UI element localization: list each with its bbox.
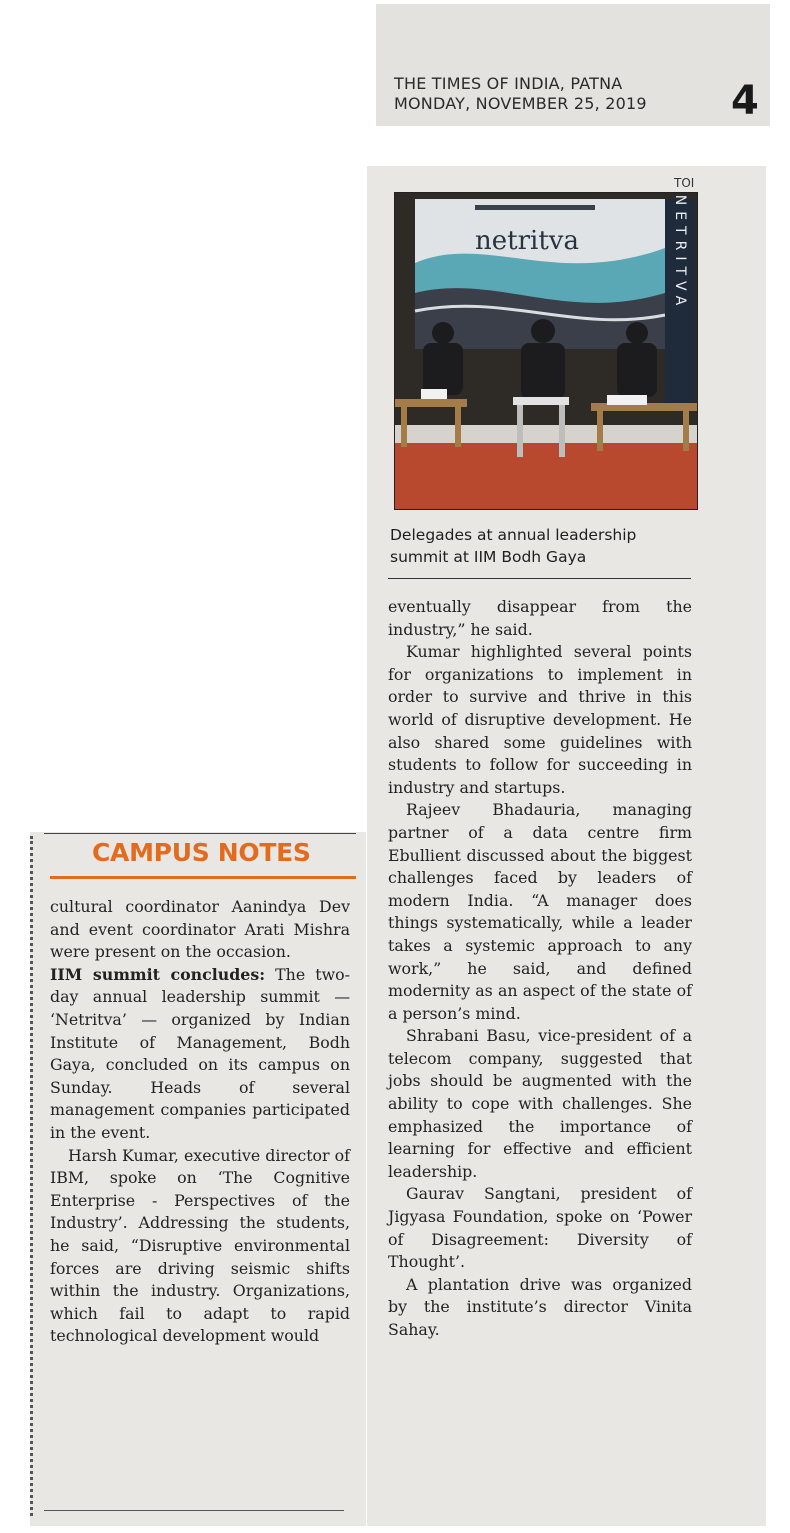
section-title-underline [50,876,356,879]
campus-notes-body [50,896,350,1348]
article-paragraph: Kumar highlighted several points for organizations to implement in order to survive and thrive in this world of disruptive development. He also shared some guidelines with students to follow for succeeding in industry and startups. [388,642,692,797]
article-paragraph: Gaurav Sangtani, president of Jigyasa Foundation, spoke on ‘Power of Disagreement: Diversity of Thought’. [388,1184,692,1272]
masthead [394,74,647,114]
caption-divider [388,578,691,579]
section-bottom-rule [44,1510,344,1511]
banner-title: netritva [475,226,579,256]
article-paragraph [50,964,350,1145]
article-paragraph [50,896,350,964]
article-continued [388,596,692,1342]
article-paragraph: Shrabani Basu, vice-president of a telecom company, suggested that jobs should be augmented with the ability to cope with challenges. She emphasized the importance of learning for effective and efficient leadership. [388,1026,692,1181]
section-top-rule [44,833,356,834]
event-photo [394,192,698,510]
photo-caption: Delegades at annual leadership summit at IIM Bodh Gaya [390,526,637,566]
publication-name: THE TIMES OF INDIA, PATNA [394,74,623,93]
section-dotted-border [30,836,33,1516]
article-paragraph [50,1145,350,1348]
photo-illustration [395,193,697,509]
photo-credit: TOI [674,176,695,190]
paragraph-text: The two-day annual leadership summit — ‘Netritva’ — organized by Indian Institute of Management, Bodh Gaya, concluded on its campus on Sunday. Heads of several management companies participated in the event. [50,964,350,1142]
article-paragraph: A plantation drive was organized by the institute’s director Vinita Sahay. [388,1274,692,1339]
article-paragraph: eventually disappear from the industry,” he said. [388,597,692,639]
paragraph-lead: IIM summit concludes: [50,964,266,984]
article-paragraph: Rajeev Bhadauria, managing partner of a data centre firm Ebullient discussed about the biggest challenges faced by leaders of modern India. “A manager does things systematically, while a leader takes a systemic approach to any work,” he said, and defined modernity as an aspect of the state of a person’s mind. [388,800,692,1023]
paragraph-text: cultural coordinator Aanindya Dev and event coordinator Arati Mishra were present on the occasion. [50,897,350,962]
paragraph-text: Harsh Kumar, executive director of IBM, spoke on ‘The Cognitive Enterprise - Perspectives of the Industry’. Addressing the students, he said, “Disruptive environmental forces are driving seismic shifts within the industry. Organizations, which fail to adapt to rapid technological development would [50,1145,350,1346]
section-title: CAMPUS NOTES [92,838,311,867]
publication-date: MONDAY, NOVEMBER 25, 2019 [394,94,647,113]
side-banner-text: NETRITVA [672,194,688,312]
page-number: 4 [731,78,759,124]
